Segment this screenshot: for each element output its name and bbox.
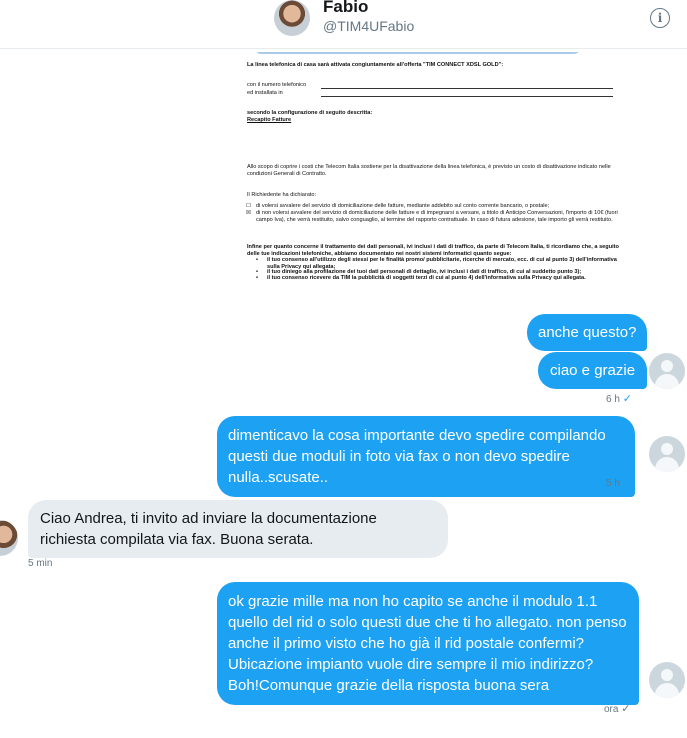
checkbox-icon: ☐ <box>246 203 252 209</box>
info-icon[interactable]: i <box>650 8 670 28</box>
incoming-message[interactable]: Ciao Andrea, ti invito ad inviare la documentazione richiesta compilata via fax. Buona serata. <box>28 500 448 558</box>
timestamp-text: 5 h <box>606 478 620 489</box>
doc-line: con il numero telefonico <box>247 82 307 88</box>
outgoing-message[interactable]: dimenticavo la cosa importante devo spedire compilando questi due moduli in foto via fax o non devo spedire nulla..scusate.. <box>217 416 635 497</box>
message-timestamp <box>606 392 632 405</box>
avatar-body <box>655 683 679 698</box>
outgoing-message[interactable]: ok grazie mille ma non ho capito se anche il modulo 1.1 quello del rid o solo questi due che ti ho allegato. non penso anche il primo visto che ho già il rid postale confermi?Ubicazione impianto vuole dire sempre il mio indirizzo? Boh!Comunque grazie della risposta buona sera <box>217 582 639 705</box>
doc-line: il tuo consenso all'utilizzo degli stessi per le finalità promo/ pubblicitarie, ricerche di mercato, ecc. di cui al punto 3) dell'informativa sulla Privacy qui allegata; <box>267 257 617 270</box>
avatar-head <box>661 443 673 455</box>
bullet-icon: • <box>256 275 258 281</box>
doc-line: Infine per quanto concerne il trattamento dei dati personali, ivi inclusi i dati di traffico, da parte di Telecom Italia, ti ricordiamo che, a seguito delle tue indicazioni telefoniche, abbiamo documentato nei nostri sistemi informatici quanto segue: <box>247 244 619 257</box>
message-timestamp <box>604 702 630 715</box>
user-avatar[interactable] <box>649 436 685 472</box>
user-avatar[interactable] <box>649 353 685 389</box>
checkmark-icon: ✓ <box>622 477 632 489</box>
doc-line: La linea telefonica di casa sarà attivata congiuntamente all'offerta "TIM CONNECT XDSL GOLD": <box>247 62 504 68</box>
doc-line: Il Richiedente ha dichiarato: <box>247 192 317 198</box>
bullet-icon: • <box>256 257 258 263</box>
checkmark-icon: ✓ <box>621 703 631 715</box>
doc-line: il tuo consenso ricevere da TIM la pubblicità di soggetti terzi di cui al punto 4) dell'informativa sulla Privacy qui allegata. <box>267 275 586 281</box>
doc-line: ed installata in <box>247 90 283 96</box>
user-avatar[interactable] <box>649 662 685 698</box>
conversation-header <box>0 0 687 49</box>
outgoing-message[interactable]: ciao e grazie <box>538 352 647 389</box>
message-timestamp: 5 min <box>28 558 53 569</box>
doc-field-line <box>321 88 613 89</box>
doc-line: Recapito Fatture <box>247 117 292 123</box>
doc-line: Allo scopo di coprire i costi che Telecom Italia sostiene per la disattivazione della linea telefonica, è previsto un costo di disattivazione indicato nelle condizioni Generali di Contratto. <box>247 164 611 177</box>
contact-avatar-small[interactable] <box>0 520 18 556</box>
outgoing-message[interactable]: anche questo? <box>527 314 647 351</box>
bullet-icon: • <box>256 269 258 275</box>
contact-avatar[interactable] <box>274 0 310 36</box>
doc-line: di volersi avvalere del servizio di domiciliazione delle fatture, mediante addebito sul conto corrente bancario, o postale; <box>256 203 550 209</box>
message-timestamp <box>606 476 632 489</box>
doc-line: secondo la configurazione di seguito descritta: <box>247 110 373 116</box>
timestamp-text: ora <box>604 704 619 715</box>
avatar-body <box>655 374 679 389</box>
avatar-body <box>655 457 679 472</box>
checked-box-icon: ☒ <box>246 210 252 216</box>
image-frame-edge <box>255 52 580 54</box>
doc-line: di non volersi avvalere del servizio di domiciliazione delle fatture e di impegnarsi a versare, a titolo di Anticipo Conversazioni, l'importo di 10€ (fuori campo Iva), che verrà restituito, salvo conguaglio, al termine del rapporto contrattuale. In caso di futura adesione, tale importo gli verrà restituito. <box>256 210 618 223</box>
attached-document-image[interactable] <box>241 52 626 290</box>
timestamp-text: 6 h <box>606 394 620 405</box>
contact-handle[interactable]: @TIM4UFabio <box>323 18 415 34</box>
avatar-head <box>661 360 673 372</box>
avatar-head <box>661 669 673 681</box>
contact-name[interactable]: Fabio <box>323 0 369 16</box>
doc-field-line <box>321 96 613 97</box>
doc-line: il tuo diniego alla profilazione dei tuoi dati personali di dettaglio, ivi inclusi i dati di traffico, di cui al suddetto punto 3); <box>267 269 582 275</box>
checkmark-icon: ✓ <box>622 393 632 405</box>
